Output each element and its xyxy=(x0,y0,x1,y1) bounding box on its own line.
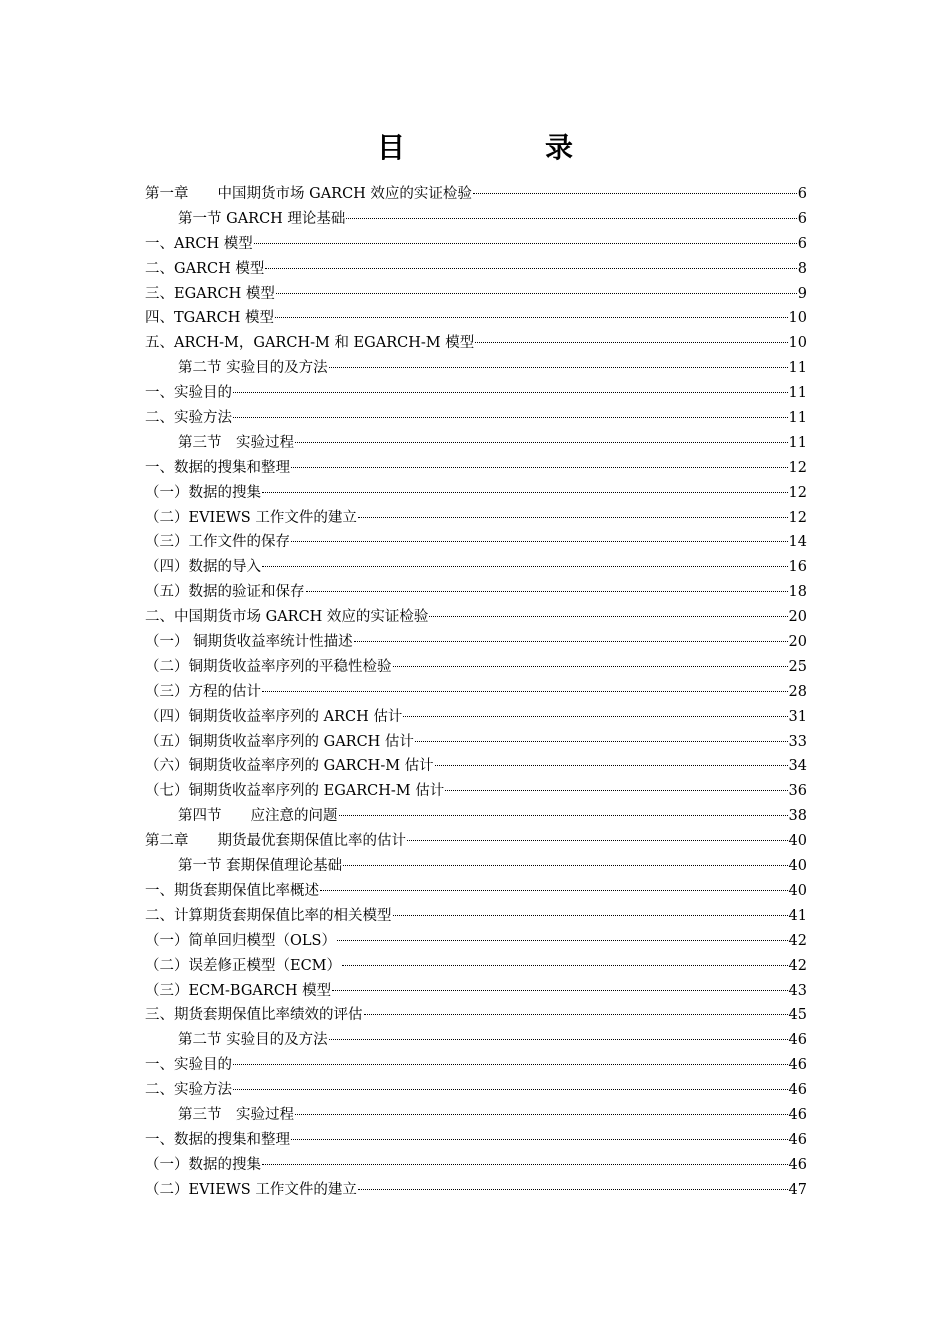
toc-entry-title: 二、实验方法 xyxy=(145,1082,232,1099)
toc-leader-dots xyxy=(320,890,788,891)
toc-page-number: 47 xyxy=(788,1181,807,1198)
toc-entry-title: 三、EGARCH 模型 xyxy=(145,285,275,302)
toc-entry[interactable] xyxy=(145,431,807,456)
toc-entry-title: （二）EVIEWS 工作文件的建立 xyxy=(145,1181,357,1198)
toc-leader-dots xyxy=(354,641,788,642)
toc-leader-dots xyxy=(295,442,788,443)
toc-entry-title: 第三节 实验过程 xyxy=(178,434,294,451)
toc-entry-title: （四）数据的导入 xyxy=(145,559,261,576)
toc-entry[interactable] xyxy=(145,580,807,605)
toc-page-number: 12 xyxy=(788,509,807,526)
toc-entry[interactable] xyxy=(145,530,807,555)
toc-leader-dots xyxy=(265,268,796,269)
toc-entry[interactable] xyxy=(145,630,807,655)
toc-entry[interactable] xyxy=(145,705,807,730)
toc-leader-dots xyxy=(254,243,797,244)
toc-entry[interactable] xyxy=(145,904,807,929)
page-title: 目 录 xyxy=(376,131,629,164)
toc-leader-dots xyxy=(393,666,788,667)
toc-page-number: 28 xyxy=(788,683,807,700)
toc-entry-title: 一、实验目的 xyxy=(145,385,232,402)
toc-page-number: 36 xyxy=(788,783,807,800)
toc-leader-dots xyxy=(295,1114,788,1115)
toc-leader-dots xyxy=(306,591,788,592)
toc-entry-title: 二、计算期货套期保值比率的相关模型 xyxy=(145,907,392,924)
toc-entry-title: 五、ARCH-M，GARCH-M 和 EGARCH-M 模型 xyxy=(145,335,475,352)
toc-entry[interactable] xyxy=(145,182,807,207)
toc-entry[interactable] xyxy=(145,1078,807,1103)
toc-entry[interactable] xyxy=(145,331,807,356)
toc-entry[interactable] xyxy=(145,605,807,630)
toc-page-number: 14 xyxy=(788,534,807,551)
toc-leader-dots xyxy=(393,915,788,916)
toc-entry-title: 四、TGARCH 模型 xyxy=(145,310,274,327)
toc-entry[interactable] xyxy=(145,954,807,979)
toc-entry-title: （一）数据的搜集 xyxy=(145,1156,261,1173)
toc-page-number: 40 xyxy=(788,833,807,850)
toc-leader-dots xyxy=(342,965,788,966)
toc-entry[interactable] xyxy=(145,879,807,904)
toc-entry[interactable] xyxy=(145,1128,807,1153)
toc-entry[interactable] xyxy=(145,232,807,257)
toc-page-number: 41 xyxy=(788,907,807,924)
toc-entry-title: （六）铜期货收益率序列的 GARCH-M 估计 xyxy=(145,758,434,775)
toc-entry[interactable] xyxy=(145,282,807,307)
toc-leader-dots xyxy=(358,1189,788,1190)
toc-entry-title: 第一章 中国期货市场 GARCH 效应的实证检验 xyxy=(145,186,472,202)
toc-page-number: 31 xyxy=(788,708,807,725)
toc-entry-title: 二、中国期货市场 GARCH 效应的实证检验 xyxy=(145,609,429,626)
toc-entry[interactable] xyxy=(145,1103,807,1128)
toc-entry[interactable] xyxy=(145,854,807,879)
toc-entry-title: 第一节 套期保值理论基础 xyxy=(178,858,343,875)
toc-page-number: 11 xyxy=(788,410,807,427)
toc-page-number: 9 xyxy=(797,285,807,302)
toc-leader-dots xyxy=(337,940,788,941)
toc-entry[interactable] xyxy=(145,1053,807,1078)
toc-entry-title: （三）工作文件的保存 xyxy=(145,534,290,551)
toc-entry[interactable] xyxy=(145,829,807,854)
toc-entry[interactable] xyxy=(145,779,807,804)
toc-page-number: 46 xyxy=(788,1156,807,1173)
toc-page-number: 40 xyxy=(788,882,807,899)
toc-entry-title: （一）简单回归模型（OLS） xyxy=(145,932,336,949)
toc-entry[interactable] xyxy=(145,207,807,232)
toc-page-number: 45 xyxy=(788,1007,807,1024)
toc-leader-dots xyxy=(358,517,788,518)
toc-leader-dots xyxy=(233,392,788,393)
toc-entry[interactable] xyxy=(145,1028,807,1053)
toc-leader-dots xyxy=(429,616,787,617)
toc-page-number: 16 xyxy=(788,559,807,576)
toc-page-number: 6 xyxy=(797,235,807,252)
toc-leader-dots xyxy=(364,1014,788,1015)
toc-entry-title: （二）铜期货收益率序列的平稳性检验 xyxy=(145,658,392,675)
toc-entry-title: （二）EVIEWS 工作文件的建立 xyxy=(145,509,357,526)
toc-entry[interactable] xyxy=(145,306,807,331)
toc-entry[interactable] xyxy=(145,257,807,282)
toc-entry-title: 二、GARCH 模型 xyxy=(145,260,265,277)
toc-leader-dots xyxy=(329,367,788,368)
toc-entry[interactable] xyxy=(145,1003,807,1028)
toc-page-number: 38 xyxy=(788,808,807,825)
toc-entry[interactable] xyxy=(145,804,807,829)
toc-page-number: 8 xyxy=(797,260,807,277)
toc-leader-dots xyxy=(275,317,788,318)
toc-entry[interactable] xyxy=(145,929,807,954)
toc-leader-dots xyxy=(407,840,788,841)
toc-page-number: 6 xyxy=(797,210,807,227)
toc-entry-title: （三）ECM-BGARCH 模型 xyxy=(145,982,332,999)
toc-leader-dots xyxy=(233,417,788,418)
toc-page-number: 46 xyxy=(788,1106,807,1123)
toc-page-number: 11 xyxy=(788,360,807,377)
toc-leader-dots xyxy=(276,293,797,294)
toc-leader-dots xyxy=(291,467,788,468)
toc-page-number: 10 xyxy=(788,310,807,327)
toc-leader-dots xyxy=(403,716,787,717)
toc-page-number: 46 xyxy=(788,1057,807,1074)
toc-entry-title: （五）数据的验证和保存 xyxy=(145,584,305,601)
toc-entry[interactable] xyxy=(145,730,807,755)
toc-page-number: 33 xyxy=(788,733,807,750)
toc-entry-title: 一、期货套期保值比率概述 xyxy=(145,882,319,899)
toc-entry-title: 一、数据的搜集和整理 xyxy=(145,459,290,476)
toc-leader-dots xyxy=(262,1164,788,1165)
toc-leader-dots xyxy=(233,1064,788,1065)
toc-entry-title: 第四节 应注意的问题 xyxy=(178,808,338,825)
toc-entry-title: 三、期货套期保值比率绩效的评估 xyxy=(145,1007,363,1024)
toc-leader-dots xyxy=(475,342,787,343)
toc-entry-title: （七）铜期货收益率序列的 EGARCH-M 估计 xyxy=(145,783,445,800)
toc-leader-dots xyxy=(332,990,787,991)
toc-entry-title: （一） 铜期货收益率统计性描述 xyxy=(145,634,353,651)
toc-entry-title: （三）方程的估计 xyxy=(145,683,261,700)
toc-entry-title: 第二节 实验目的及方法 xyxy=(178,1032,328,1049)
toc-page-number: 20 xyxy=(788,634,807,651)
toc-page-number: 12 xyxy=(788,484,807,501)
toc-entry[interactable] xyxy=(145,1153,807,1178)
toc-page-number: 18 xyxy=(788,584,807,601)
toc-leader-dots xyxy=(233,1089,788,1090)
toc-leader-dots xyxy=(445,790,787,791)
toc-entry[interactable] xyxy=(145,356,807,381)
toc-entry[interactable] xyxy=(145,754,807,779)
table-of-contents xyxy=(145,182,807,1203)
toc-entry-title: 一、数据的搜集和整理 xyxy=(145,1131,290,1148)
toc-entry-title: 第二章 期货最优套期保值比率的估计 xyxy=(145,833,406,850)
toc-leader-dots xyxy=(291,541,788,542)
toc-entry-title: （一）数据的搜集 xyxy=(145,484,261,501)
toc-entry[interactable] xyxy=(145,506,807,531)
toc-page-number: 10 xyxy=(788,335,807,352)
toc-leader-dots xyxy=(435,765,788,766)
toc-leader-dots xyxy=(415,741,788,742)
toc-page-number: 46 xyxy=(788,1032,807,1049)
toc-entry[interactable] xyxy=(145,1178,807,1203)
toc-entry[interactable] xyxy=(145,680,807,705)
toc-leader-dots xyxy=(262,492,788,493)
toc-page-number: 42 xyxy=(788,932,807,949)
toc-page-number: 34 xyxy=(788,758,807,775)
toc-page-number: 42 xyxy=(788,957,807,974)
toc-page-number: 11 xyxy=(788,385,807,402)
toc-entry[interactable] xyxy=(145,555,807,580)
toc-entry[interactable] xyxy=(145,979,807,1004)
toc-entry-title: 第二节 实验目的及方法 xyxy=(178,360,328,377)
toc-leader-dots xyxy=(291,1139,788,1140)
toc-entry-title: （二）误差修正模型（ECM） xyxy=(145,957,342,974)
toc-entry[interactable] xyxy=(145,406,807,431)
toc-entry-title: （五）铜期货收益率序列的 GARCH 估计 xyxy=(145,733,414,750)
toc-entry[interactable] xyxy=(145,381,807,406)
toc-entry-title: 二、实验方法 xyxy=(145,410,232,427)
toc-entry-title: 第三节 实验过程 xyxy=(178,1106,294,1123)
toc-page-number: 46 xyxy=(788,1082,807,1099)
toc-page-number: 43 xyxy=(788,982,807,999)
toc-entry[interactable] xyxy=(145,655,807,680)
toc-page-number: 46 xyxy=(788,1131,807,1148)
toc-entry[interactable] xyxy=(145,456,807,481)
toc-entry-title: 一、ARCH 模型 xyxy=(145,235,253,252)
toc-page-number: 12 xyxy=(788,459,807,476)
toc-page-number: 40 xyxy=(788,858,807,875)
toc-leader-dots xyxy=(262,566,788,567)
toc-page-number: 25 xyxy=(788,658,807,675)
toc-entry-title: 一、实验目的 xyxy=(145,1057,232,1074)
toc-leader-dots xyxy=(329,1039,788,1040)
toc-entry-title: （四）铜期货收益率序列的 ARCH 估计 xyxy=(145,708,403,725)
toc-leader-dots xyxy=(473,193,797,194)
toc-leader-dots xyxy=(346,218,796,219)
toc-entry[interactable] xyxy=(145,481,807,506)
toc-leader-dots xyxy=(339,815,788,816)
toc-page-number: 20 xyxy=(788,609,807,626)
toc-leader-dots xyxy=(343,865,787,866)
toc-page-number: 11 xyxy=(788,434,807,451)
toc-entry-title: 第一节 GARCH 理论基础 xyxy=(178,210,346,227)
toc-page-number: 6 xyxy=(797,186,807,202)
toc-leader-dots xyxy=(262,691,788,692)
